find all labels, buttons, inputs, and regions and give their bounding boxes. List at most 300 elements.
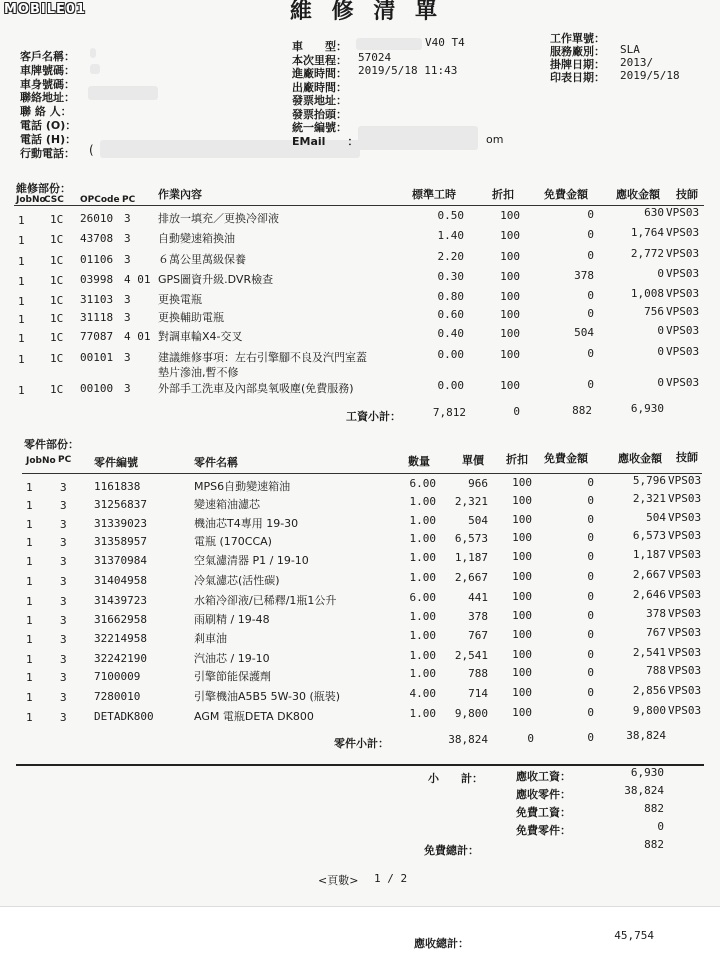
parts-technician: VPS03 xyxy=(668,568,702,581)
labor-header-divider xyxy=(14,205,704,206)
parts-free-amount: 0 xyxy=(587,686,594,699)
redacted-vin xyxy=(88,86,158,100)
labor-discount: 100 xyxy=(500,327,520,340)
labor-pc: 3 xyxy=(124,232,131,245)
labor-discount: 100 xyxy=(500,250,520,263)
labor-discount: 100 xyxy=(500,379,520,392)
parts-unit-price: 9,800 xyxy=(454,707,488,720)
parts-pc: 3 xyxy=(60,671,67,684)
parts-discount: 100 xyxy=(512,494,532,507)
labor-description: 建議維修事項：左右引擎腳不良及汽門室蓋 xyxy=(158,351,367,364)
parts-number: 7280010 xyxy=(94,690,141,703)
labor-csc: 1C xyxy=(50,383,64,396)
parts-discount: 100 xyxy=(512,590,532,603)
parts-number: 31404958 xyxy=(94,574,147,587)
parts-quantity: 1.00 xyxy=(409,629,436,642)
vehicle-model: V40 T4 xyxy=(425,36,465,49)
parts-amount: 2,541 xyxy=(632,646,666,659)
labor-col-header: 技師 xyxy=(676,188,698,201)
parts-quantity: 6.00 xyxy=(409,477,436,490)
parts-col-header: 零件編號 xyxy=(94,456,138,470)
labor-description: 排放一填充／更換冷卻液 xyxy=(158,212,279,225)
parts-amount: 378 xyxy=(646,607,666,620)
labor-discount: 100 xyxy=(500,290,520,303)
parts-pc: 3 xyxy=(60,691,67,704)
labor-description: ６萬公里萬級保養 xyxy=(158,253,246,266)
parts-subtotal-amount: 38,824 xyxy=(626,729,666,742)
parts-pc: 3 xyxy=(60,575,67,588)
parts-unit-price: 767 xyxy=(468,629,488,642)
vehicle-mileage: 57024 xyxy=(358,51,392,64)
parts-unit-price: 714 xyxy=(468,687,488,700)
labor-technician: VPS03 xyxy=(666,226,700,239)
parts-number: DETADK800 xyxy=(94,710,154,723)
parts-name: 引擎機油A5B5 5W-30 (瓶裝) xyxy=(194,690,341,703)
labor-pc: 3 xyxy=(124,212,131,225)
labor-discount: 100 xyxy=(500,270,520,283)
parts-pc: 3 xyxy=(60,536,67,549)
labor-opcode: 31118 xyxy=(80,311,114,324)
parts-jobno: 1 xyxy=(26,518,33,531)
parts-jobno: 1 xyxy=(26,595,33,608)
parts-number: 7100009 xyxy=(94,670,141,683)
labor-col-header: 折扣 xyxy=(492,188,514,201)
parts-quantity: 1.00 xyxy=(409,532,436,545)
customer-field-label: 客戶名稱： xyxy=(20,50,75,63)
parts-unit-price: 1,187 xyxy=(454,551,488,564)
labor-free-amount: 0 xyxy=(587,347,594,360)
parts-pc: 3 xyxy=(60,595,67,608)
parts-name: 變速箱油濾芯 xyxy=(194,498,260,511)
parts-col-header: 單價 xyxy=(462,454,484,467)
parts-subtotal-free: 0 xyxy=(587,731,594,744)
parts-subtotal-label: 零件小計： xyxy=(334,737,389,750)
parts-pc: 3 xyxy=(60,614,67,627)
parts-technician: VPS03 xyxy=(668,548,702,561)
entry-time: 2019/5/18 11:43 xyxy=(358,64,458,77)
parts-amount: 1,187 xyxy=(632,548,666,561)
labor-pc: 3 xyxy=(124,351,131,364)
redacted-model-prefix xyxy=(356,38,422,50)
labor-technician: VPS03 xyxy=(666,345,700,358)
labor-free-amount: 504 xyxy=(574,326,594,339)
labor-description: 外部手工洗車及內部臭氧吸塵(免費服務) xyxy=(158,382,354,395)
document-title: 維 修 清 單 xyxy=(290,0,443,24)
free-total-value: 882 xyxy=(644,838,664,851)
labor-jobno: 1 xyxy=(18,313,25,326)
labor-col-header: OPCode xyxy=(80,195,120,205)
parts-amount: 2,856 xyxy=(632,684,666,697)
labor-opcode: 26010 xyxy=(80,212,114,225)
page-number: 1 / 2 xyxy=(374,872,408,885)
labor-description: GPS圖資升級.DVR檢查 xyxy=(158,273,274,286)
parts-amount: 2,646 xyxy=(632,588,666,601)
parts-unit-price: 2,541 xyxy=(454,649,488,662)
parts-technician: VPS03 xyxy=(668,588,702,601)
parts-amount: 6,573 xyxy=(632,529,666,542)
parts-amount: 767 xyxy=(646,626,666,639)
labor-csc: 1C xyxy=(50,312,64,325)
order-field-label: 印表日期： xyxy=(550,71,605,84)
parts-name: 空氣濾清器 P1 / 19-10 xyxy=(194,554,309,567)
labor-col-header: 作業內容 xyxy=(158,188,202,201)
labor-hours: 0.60 xyxy=(437,308,464,321)
watermark-logo: MOBILE01 xyxy=(4,2,86,17)
parts-name: 機油芯T4專用 19-30 xyxy=(194,517,299,530)
free-total-label: 免費總計： xyxy=(424,844,479,857)
parts-jobno: 1 xyxy=(26,575,33,588)
summary-item-label: 應收工資： xyxy=(516,770,571,783)
customer-field-label: 聯絡地址： xyxy=(20,91,75,105)
parts-number: 31439723 xyxy=(94,594,147,607)
parts-discount: 100 xyxy=(512,513,532,526)
parts-number: 31662958 xyxy=(94,613,147,626)
parts-subtotal-price: 38,824 xyxy=(448,733,488,746)
parts-jobno: 1 xyxy=(26,536,33,549)
summary-item-label: 免費工資： xyxy=(516,806,571,819)
parts-jobno: 1 xyxy=(26,691,33,704)
labor-csc: 1C xyxy=(50,331,64,344)
parts-unit-price: 6,573 xyxy=(454,532,488,545)
customer-field-label: 行動電話： xyxy=(20,146,75,160)
parts-jobno: 1 xyxy=(26,614,33,627)
parts-name: 水箱冷卻液/已稀釋/1瓶1公升 xyxy=(194,594,337,607)
labor-opcode: 43708 xyxy=(80,232,114,245)
labor-col-header: 標準工時 xyxy=(412,188,456,201)
parts-col-header: 應收金額 xyxy=(618,451,662,465)
vehicle-field-label: EMail ： xyxy=(292,134,359,148)
labor-pc: 4 01 xyxy=(124,273,151,286)
parts-discount: 100 xyxy=(512,476,532,489)
labor-free-amount: 0 xyxy=(587,249,594,262)
labor-hours: 0.50 xyxy=(437,209,464,222)
labor-technician: VPS03 xyxy=(666,324,700,337)
summary-item-value: 0 xyxy=(657,820,664,833)
order-field-label: 工作單號： xyxy=(550,32,605,45)
labor-amount: 2,772 xyxy=(630,247,664,260)
redacted-customer-name xyxy=(90,48,96,58)
labor-csc: 1C xyxy=(50,352,64,365)
labor-amount: 756 xyxy=(644,305,664,318)
vehicle-field-label: 統一編號： xyxy=(292,121,347,134)
parts-technician: VPS03 xyxy=(668,511,702,524)
labor-pc: 3 xyxy=(124,311,131,324)
parts-pc: 3 xyxy=(60,518,67,531)
parts-name: 剎車油 xyxy=(194,632,227,645)
labor-technician: VPS03 xyxy=(666,267,700,280)
summary-item-label: 應收零件： xyxy=(516,788,571,801)
labor-jobno: 1 xyxy=(18,234,25,247)
labor-technician: VPS03 xyxy=(666,206,700,219)
labor-amount: 1,764 xyxy=(630,226,664,239)
parts-pc: 3 xyxy=(60,711,67,724)
parts-quantity: 1.00 xyxy=(409,667,436,680)
parts-name: 冷氣濾芯(活性碳) xyxy=(194,574,280,587)
labor-subtotal-hours: 7,812 xyxy=(432,406,466,419)
labor-technician: VPS03 xyxy=(666,376,700,389)
labor-description: 對調車輪X4-交叉 xyxy=(158,330,243,343)
customer-field-label: 車牌號碼： xyxy=(20,63,75,77)
labor-free-amount: 0 xyxy=(587,378,594,391)
labor-amount: 0 xyxy=(657,376,664,389)
summary-item-value: 38,824 xyxy=(624,784,664,797)
labor-amount: 630 xyxy=(644,206,664,219)
labor-discount: 100 xyxy=(500,308,520,321)
vehicle-field-label: 發票抬頭： xyxy=(292,107,347,121)
parts-section-title: 零件部份： xyxy=(24,438,79,451)
parts-technician: VPS03 xyxy=(668,664,702,677)
labor-hours: 2.20 xyxy=(437,250,464,263)
labor-hours: 0.00 xyxy=(437,348,464,361)
parts-quantity: 1.00 xyxy=(409,551,436,564)
parts-technician: VPS03 xyxy=(668,626,702,639)
labor-subtotal-discount: 0 xyxy=(513,405,520,418)
vehicle-field-label: 本次里程： xyxy=(292,53,347,67)
parts-jobno: 1 xyxy=(26,555,33,568)
parts-subtotal-discount: 0 xyxy=(527,732,534,745)
parts-free-amount: 0 xyxy=(587,494,594,507)
labor-jobno: 1 xyxy=(18,275,25,288)
customer-field-label: 電話 (H)： xyxy=(20,132,77,146)
parts-unit-price: 2,321 xyxy=(454,495,488,508)
labor-free-amount: 0 xyxy=(587,208,594,221)
parts-discount: 100 xyxy=(512,628,532,641)
parts-technician: VPS03 xyxy=(668,684,702,697)
parts-jobno: 1 xyxy=(26,671,33,684)
page-label: <頁數> xyxy=(318,874,359,887)
parts-jobno: 1 xyxy=(26,633,33,646)
summary-subtotal-label: 小 計： xyxy=(428,772,483,785)
parts-free-amount: 0 xyxy=(587,570,594,583)
labor-csc: 1C xyxy=(50,274,64,287)
parts-unit-price: 966 xyxy=(468,477,488,490)
parts-discount: 100 xyxy=(512,531,532,544)
parts-name: 引擎節能保護劑 xyxy=(194,670,271,683)
labor-description: 自動變速箱換油 xyxy=(158,232,235,245)
labor-col-header: JobNo xyxy=(16,195,46,205)
labor-pc: 3 xyxy=(124,293,131,306)
parts-technician: VPS03 xyxy=(668,607,702,620)
parts-name: 汽油芯 / 19-10 xyxy=(194,652,270,665)
labor-subtotal-amount: 6,930 xyxy=(630,402,664,415)
parts-name: MPS6自動變速箱油 xyxy=(194,480,291,493)
labor-hours: 0.40 xyxy=(437,327,464,340)
redacted-email xyxy=(358,126,478,150)
parts-number: 31370984 xyxy=(94,554,147,567)
grand-total-value: 45,754 xyxy=(614,929,654,942)
labor-pc: 4 01 xyxy=(124,330,151,343)
parts-pc: 3 xyxy=(60,481,67,494)
parts-quantity: 1.00 xyxy=(409,495,436,508)
order-field-value: 2019/5/18 xyxy=(620,69,680,82)
email-suffix: om xyxy=(486,133,504,146)
labor-discount: 100 xyxy=(500,348,520,361)
labor-description-line2: 墊片滲油,暫不修 xyxy=(158,366,239,379)
parts-discount: 100 xyxy=(512,706,532,719)
parts-number: 31256837 xyxy=(94,498,147,511)
parts-jobno: 1 xyxy=(26,653,33,666)
parts-free-amount: 0 xyxy=(587,609,594,622)
labor-csc: 1C xyxy=(50,254,64,267)
labor-jobno: 1 xyxy=(18,332,25,345)
parts-jobno: 1 xyxy=(26,499,33,512)
labor-amount: 0 xyxy=(657,267,664,280)
order-field-label: 掛牌日期： xyxy=(550,58,605,71)
summary-item-label: 免費零件： xyxy=(516,824,571,837)
parts-free-amount: 0 xyxy=(587,706,594,719)
labor-hours: 0.00 xyxy=(437,379,464,392)
parts-col-header: 免費金額 xyxy=(544,452,588,466)
parts-amount: 2,321 xyxy=(632,492,666,505)
parts-discount: 100 xyxy=(512,570,532,583)
parts-name: AGM 電瓶DETA DK800 xyxy=(194,710,314,723)
labor-opcode: 00101 xyxy=(80,351,114,364)
parts-free-amount: 0 xyxy=(587,666,594,679)
parts-technician: VPS03 xyxy=(668,492,702,505)
labor-discount: 100 xyxy=(500,209,520,222)
parts-free-amount: 0 xyxy=(587,648,594,661)
vehicle-field-label: 車 型： xyxy=(292,40,347,53)
grand-total-label: 應收總計： xyxy=(414,937,469,950)
parts-pc: 3 xyxy=(60,555,67,568)
parts-free-amount: 0 xyxy=(587,513,594,526)
order-field-label: 服務廠別： xyxy=(550,45,605,58)
parts-col-header: 數量 xyxy=(408,454,430,468)
order-field-value: SLA xyxy=(620,43,640,56)
parts-quantity: 1.00 xyxy=(409,514,436,527)
labor-discount: 100 xyxy=(500,229,520,242)
labor-col-header: 免費金額 xyxy=(544,188,588,201)
labor-description: 更換輔助電瓶 xyxy=(158,311,224,324)
vehicle-field-label: 發票地址： xyxy=(292,94,347,107)
labor-hours: 0.80 xyxy=(437,290,464,303)
parts-quantity: 1.00 xyxy=(409,571,436,584)
parts-quantity: 1.00 xyxy=(409,649,436,662)
customer-field-label: 聯 絡 人： xyxy=(20,105,72,119)
parts-technician: VPS03 xyxy=(668,474,702,487)
parts-quantity: 6.00 xyxy=(409,591,436,604)
mobile-prefix: ( xyxy=(89,143,94,157)
labor-jobno: 1 xyxy=(18,353,25,366)
labor-jobno: 1 xyxy=(18,255,25,268)
parts-discount: 100 xyxy=(512,666,532,679)
parts-quantity: 1.00 xyxy=(409,707,436,720)
labor-csc: 1C xyxy=(50,233,64,246)
parts-number: 32214958 xyxy=(94,632,147,645)
parts-unit-price: 441 xyxy=(468,591,488,604)
order-field-value: 2013/ xyxy=(620,56,654,69)
parts-discount: 100 xyxy=(512,648,532,661)
labor-subtotal-free: 882 xyxy=(572,404,592,417)
labor-jobno: 1 xyxy=(18,214,25,227)
labor-col-header: PC xyxy=(122,195,136,205)
parts-free-amount: 0 xyxy=(587,628,594,641)
parts-header-divider xyxy=(22,473,702,474)
parts-free-amount: 0 xyxy=(587,531,594,544)
summary-item-value: 6,930 xyxy=(630,766,664,779)
labor-free-amount: 0 xyxy=(587,307,594,320)
labor-amount: 0 xyxy=(657,324,664,337)
parts-technician: VPS03 xyxy=(668,704,702,717)
labor-opcode: 00100 xyxy=(80,382,114,395)
labor-free-amount: 0 xyxy=(587,228,594,241)
labor-subtotal-label: 工資小計： xyxy=(346,410,401,423)
labor-csc: 1C xyxy=(50,213,64,226)
labor-opcode: 03998 xyxy=(80,273,114,286)
labor-free-amount: 0 xyxy=(587,289,594,302)
labor-amount: 0 xyxy=(657,345,664,358)
labor-opcode: 01106 xyxy=(80,253,114,266)
parts-pc: 3 xyxy=(60,499,67,512)
parts-unit-price: 504 xyxy=(468,514,488,527)
parts-amount: 788 xyxy=(646,664,666,677)
parts-number: 31339023 xyxy=(94,517,147,530)
parts-amount: 9,800 xyxy=(632,704,666,717)
parts-technician: VPS03 xyxy=(668,529,702,542)
vehicle-field-label: 出廠時間： xyxy=(292,80,347,94)
customer-field-label: 車身號碼： xyxy=(20,77,75,91)
parts-number: 31358957 xyxy=(94,535,147,548)
labor-technician: VPS03 xyxy=(666,247,700,260)
parts-col-header: 折扣 xyxy=(506,453,528,467)
parts-col-header: 技師 xyxy=(676,450,698,464)
parts-free-amount: 0 xyxy=(587,476,594,489)
parts-discount: 100 xyxy=(512,609,532,622)
labor-description: 更換電瓶 xyxy=(158,293,202,306)
parts-pc: 3 xyxy=(60,633,67,646)
labor-technician: VPS03 xyxy=(666,305,700,318)
parts-col-header: PC xyxy=(58,455,72,466)
parts-discount: 100 xyxy=(512,686,532,699)
parts-technician: VPS03 xyxy=(668,646,702,659)
labor-jobno: 1 xyxy=(18,295,25,308)
parts-amount: 2,667 xyxy=(632,568,666,581)
parts-col-header: 零件名稱 xyxy=(194,455,238,469)
labor-amount: 1,008 xyxy=(630,287,664,300)
parts-number: 1161838 xyxy=(94,480,141,493)
labor-section-title: 維修部份： xyxy=(16,182,71,195)
parts-col-header: JobNo xyxy=(26,456,56,466)
parts-name: 電瓶 (170CCA) xyxy=(194,535,272,548)
labor-hours: 1.40 xyxy=(437,229,464,242)
labor-pc: 3 xyxy=(124,382,131,395)
parts-quantity: 1.00 xyxy=(409,610,436,623)
labor-pc: 3 xyxy=(124,253,131,266)
vehicle-field-label: 進廠時間： xyxy=(292,67,347,80)
labor-opcode: 77087 xyxy=(80,330,114,343)
parts-unit-price: 2,667 xyxy=(454,571,488,584)
parts-amount: 5,796 xyxy=(632,474,666,487)
parts-discount: 100 xyxy=(512,550,532,563)
labor-jobno: 1 xyxy=(18,384,25,397)
labor-free-amount: 378 xyxy=(574,269,594,282)
labor-hours: 0.30 xyxy=(437,270,464,283)
labor-technician: VPS03 xyxy=(666,287,700,300)
customer-field-label: 電話 (O)： xyxy=(20,119,77,132)
parts-free-amount: 0 xyxy=(587,590,594,603)
parts-number: 32242190 xyxy=(94,652,147,665)
parts-quantity: 4.00 xyxy=(409,687,436,700)
parts-free-amount: 0 xyxy=(587,550,594,563)
labor-col-header: CSC xyxy=(44,195,64,205)
labor-col-header: 應收金額 xyxy=(616,188,660,201)
parts-name: 雨刷精 / 19-48 xyxy=(194,613,270,626)
labor-opcode: 31103 xyxy=(80,293,114,306)
parts-jobno: 1 xyxy=(26,481,33,494)
parts-unit-price: 378 xyxy=(468,610,488,623)
summary-item-value: 882 xyxy=(644,802,664,815)
parts-jobno: 1 xyxy=(26,711,33,724)
